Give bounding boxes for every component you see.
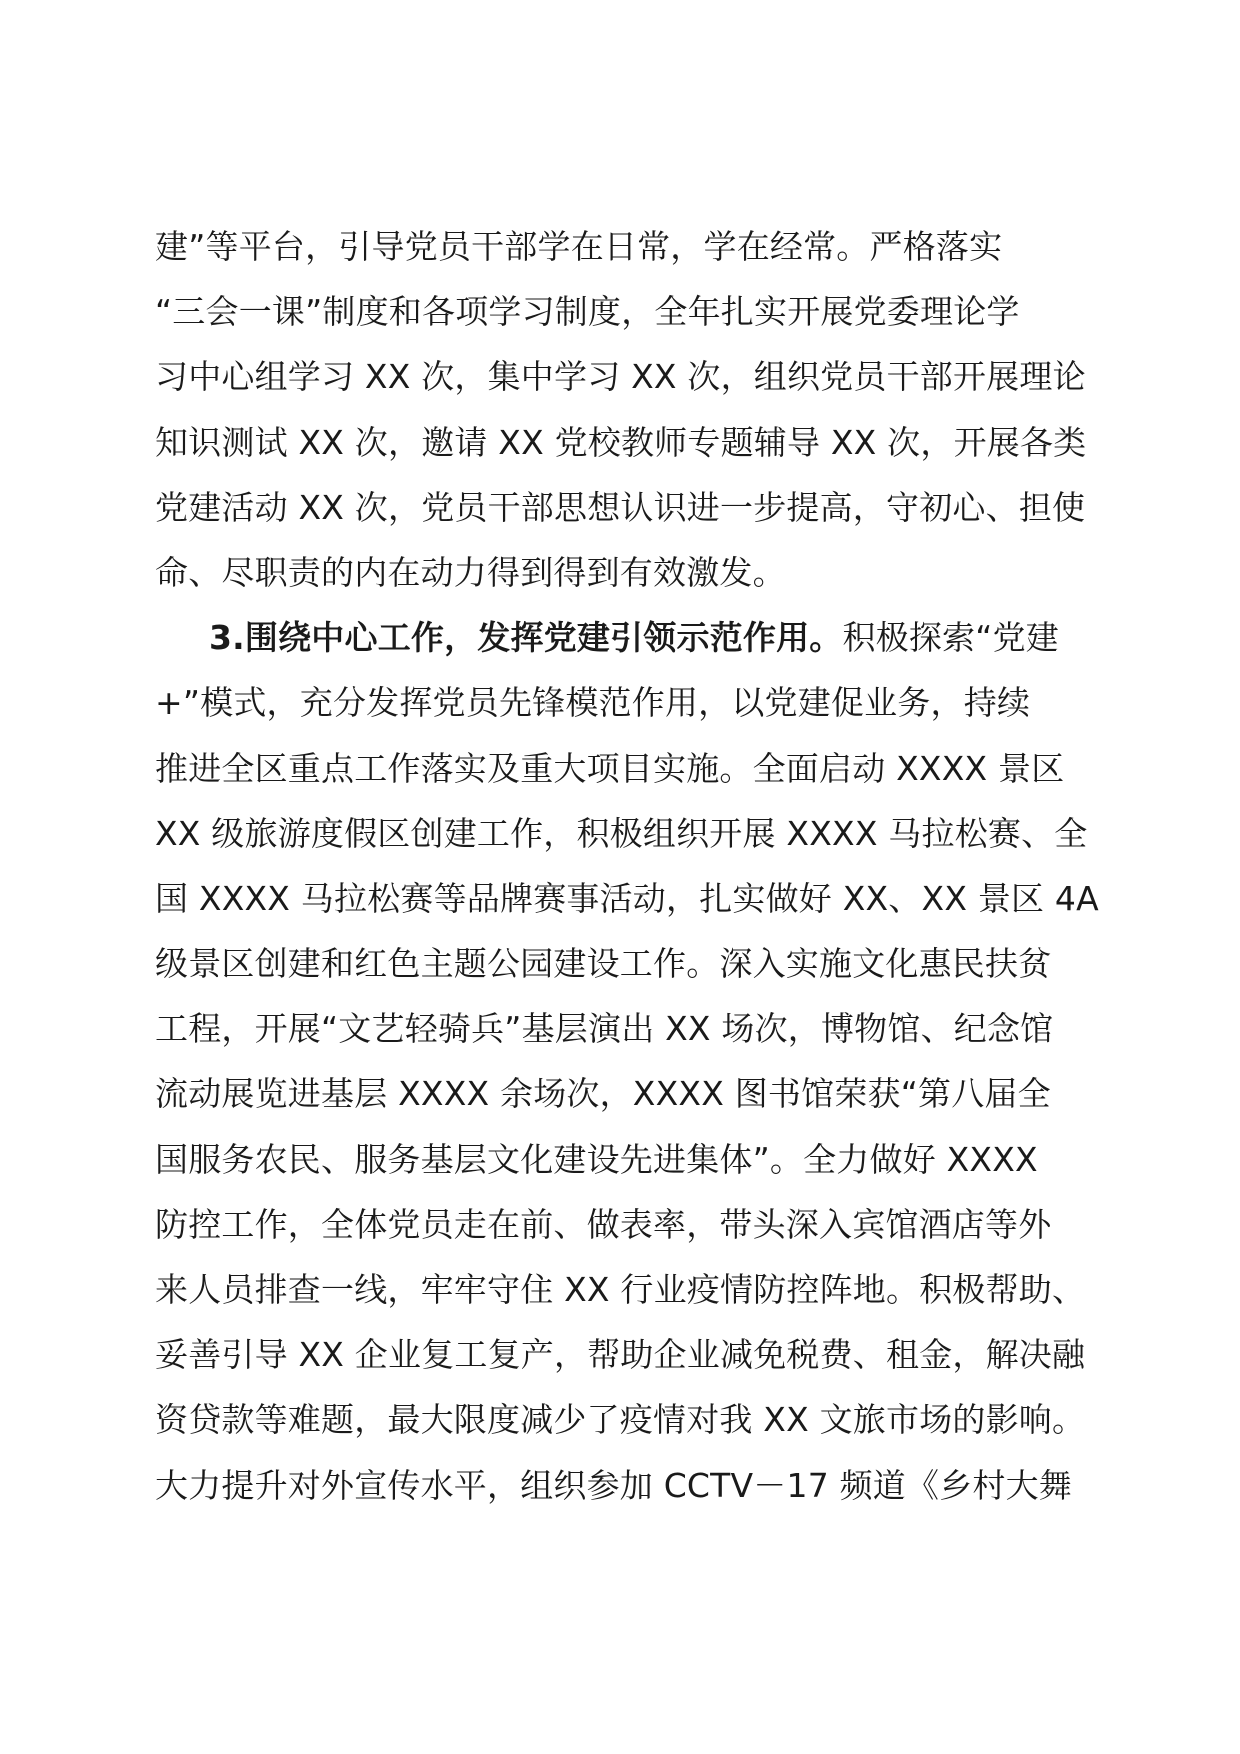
text-span: 积极探索“党建: [842, 618, 1059, 658]
text-line: 党建活动 XX 次，党员干部思想认识进一步提高，守初心、担使: [155, 487, 1086, 527]
paragraph-2: [155, 605, 1099, 1518]
text-line: 流动展览进基层 XXXX 余场次，XXXX 图书馆荣获“第八届全: [155, 1074, 1051, 1114]
text-line: 推进全区重点工作落实及重大项目实施。全面启动 XXXX 景区: [155, 748, 1065, 788]
text-line: 防控工作，全体党员走在前、做表率，带头深入宾馆酒店等外: [155, 1204, 1052, 1244]
document-page: [155, 214, 1099, 1518]
text-line-first: [155, 605, 1095, 670]
text-line: +”模式，充分发挥党员先锋模范作用，以党建促业务，持续: [155, 683, 1031, 723]
text-line: 级景区创建和红色主题公园建设工作。深入实施文化惠民扶贫: [155, 944, 1052, 984]
text-line: 习中心组学习 XX 次，集中学习 XX 次，组织党员干部开展理论: [155, 357, 1086, 397]
text-line: 大力提升对外宣传水平，组织参加 CCTV－17 频道《乡村大舞: [155, 1465, 1072, 1505]
text-line: 来人员排查一线，牢牢守住 XX 行业疫情防控阵地。积极帮助、: [155, 1270, 1086, 1309]
text-line: 知识测试 XX 次，邀请 XX 党校教师专题辅导 XX 次，开展各类: [155, 422, 1087, 462]
text-line: 国 XXXX 马拉松赛等品牌赛事活动，扎实做好 XX、XX 景区 4A: [155, 878, 1099, 918]
text-line: XX 级旅游度假区创建工作，积极组织开展 XXXX 马拉松赛、全: [155, 813, 1088, 853]
text-line: 资贷款等难题，最大限度减少了疫情对我 XX 文旅市场的影响。: [155, 1400, 1086, 1440]
paragraph-1: [155, 214, 1095, 605]
text-line: 建”等平台，引导党员干部学在日常，学在经常。严格落实: [155, 227, 1003, 266]
text-line: “三会一课”制度和各项学习制度，全年扎实开展党委理论学: [155, 292, 1020, 332]
text-line: 妥善引导 XX 企业复工复产，帮助企业减免税费、租金，解决融: [155, 1335, 1086, 1375]
text-line: 工程，开展“文艺轻骑兵”基层演出 XX 场次，博物馆、纪念馆: [155, 1009, 1054, 1049]
text-line: 命、尽职责的内在动力得到得到有效激发。: [155, 552, 786, 592]
section-heading: 3.围绕中心工作，发挥党建引领示范作用。: [209, 618, 843, 658]
text-line: 国服务农民、服务基层文化建设先进集体”。全力做好 XXXX: [155, 1139, 1038, 1179]
